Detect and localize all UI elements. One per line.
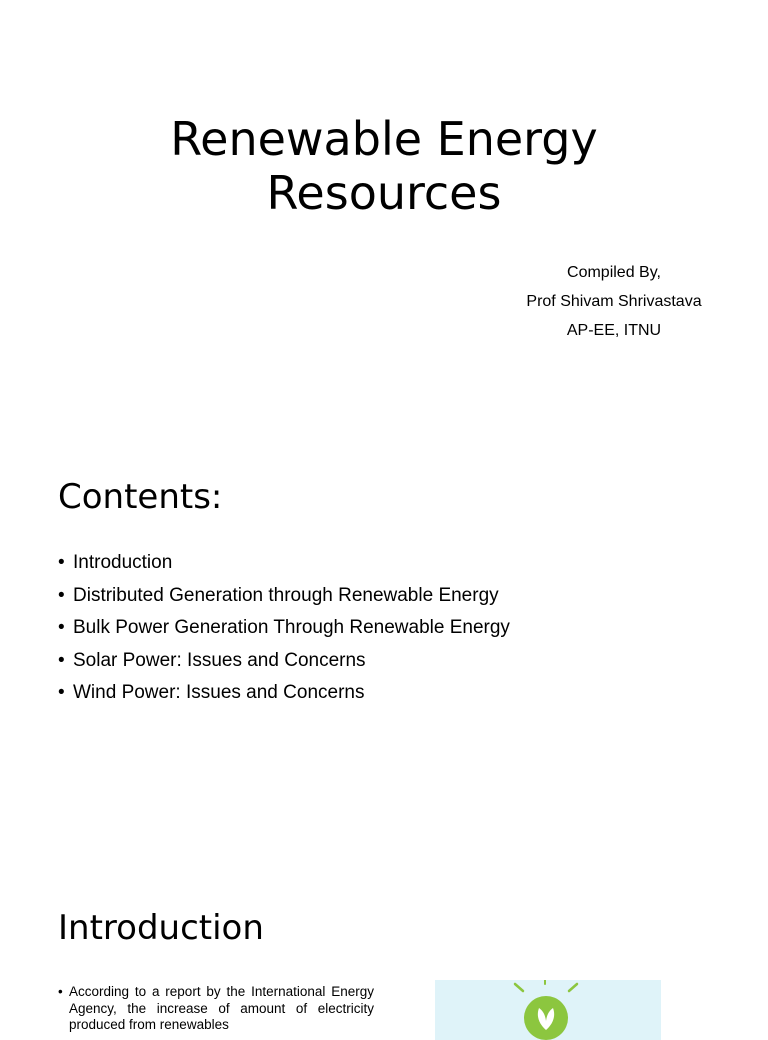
- contents-item-bulk-power: • Bulk Power Generation Through Renewable Energy: [58, 612, 510, 645]
- contents-list: [58, 547, 510, 710]
- contents-item-introduction: • Introduction: [58, 547, 510, 580]
- author-name: Prof Shivam Shrivastava: [526, 293, 702, 310]
- title-line-1: Renewable Energy: [170, 112, 598, 166]
- author-block: [494, 258, 734, 345]
- contents-item-wind-power: • Wind Power: Issues and Concerns: [58, 677, 510, 710]
- title-slide: [0, 0, 768, 430]
- title-line-2: Resources: [266, 166, 502, 220]
- lightbulb-leaf-icon: [435, 980, 661, 1040]
- author-affiliation: AP-EE, ITNU: [566, 322, 662, 339]
- introduction-heading: Introduction: [58, 908, 264, 948]
- compiled-by-label: Compiled By,: [567, 264, 661, 281]
- contents-heading: Contents:: [58, 477, 223, 517]
- presentation-title: [0, 112, 768, 220]
- contents-item-distributed-generation: • Distributed Generation through Renewable Energy: [58, 580, 510, 613]
- introduction-bullet: • According to a report by the International Energy Agency, the increase of amount of electricity produced from renewables: [58, 984, 374, 1034]
- contents-item-solar-power: • Solar Power: Issues and Concerns: [58, 645, 510, 678]
- introduction-slide: [0, 860, 768, 1032]
- contents-slide: [0, 430, 768, 860]
